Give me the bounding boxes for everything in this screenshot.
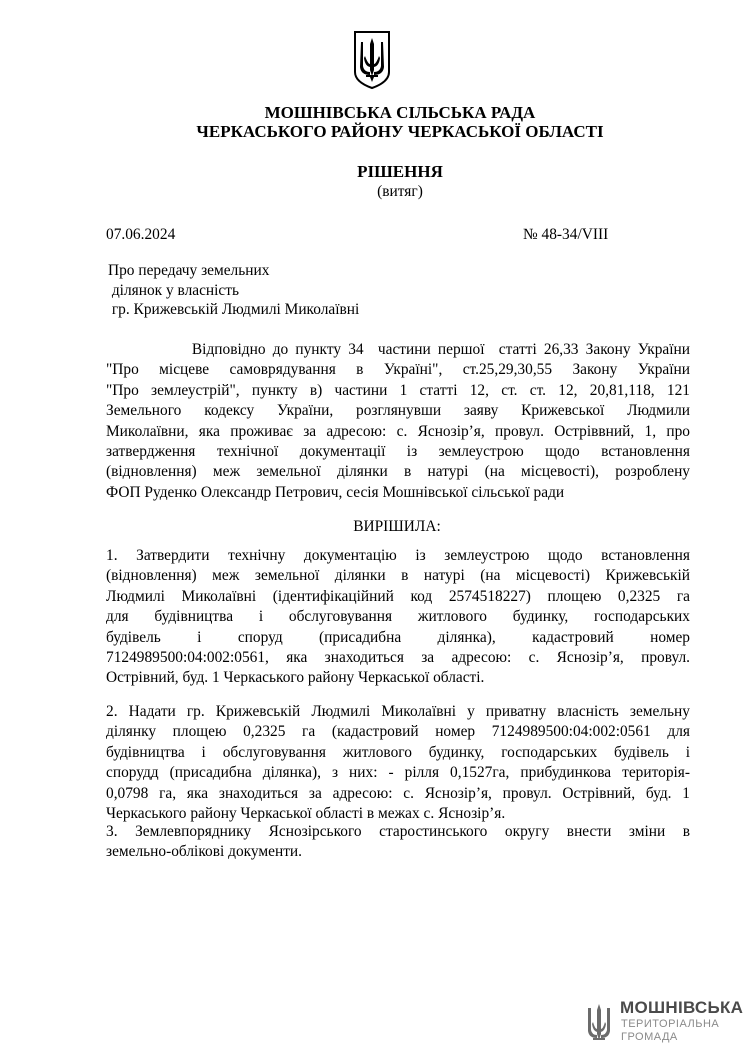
trident-logo-icon [584,1002,614,1044]
preamble-line: ФОП Руденко Олександр Петрович, сесія Мошнівської сільської ради [106,483,565,501]
item-line: 1. Затвердити технічну документацію із землеустрою щодо встановлення [106,547,690,564]
logo-title: МОШНІВСЬКА [620,998,744,1017]
preamble-line: Миколаївни, яка проживає за адресою: с. Яснозір’я, провул. Остріввний, 1, про [106,422,690,440]
resolution-item-3 [106,822,690,863]
resolution-item-2 [106,702,690,824]
subject-line: Про передачу земельних [108,262,270,279]
subject-line: ділянок у власність [108,281,240,299]
document-type: РІШЕННЯ [357,162,443,181]
document-subtype: (витяг) [377,183,423,200]
item-line: Черкаського району Черкаської області в межах с. Яснозір’я. [106,804,506,822]
item-line: Острівний, буд. 1 Черкаського району Черкаської області. [106,669,485,687]
item-line: земельно-облікові документи. [106,843,303,861]
preamble-line: (відновлення) меж земельної ділянки в натурі (на місцевості), розроблену [106,463,690,481]
preamble-line: Відповідно до пункту 34 частини першої статті 26,33 Закону України [106,341,690,358]
trident-coat-of-arms-icon [352,30,392,90]
preamble-paragraph [106,340,690,503]
item-line: спорудд (присадибна ділянка), з них: - рілля 0,1527га, прибудинкова територія- [106,764,690,782]
decision-date: 07.06.2024 [106,226,176,243]
decision-number: № 48-34/VIII [523,226,609,243]
council-name: МОШНІВСЬКА СІЛЬСЬКА РАДА [264,103,536,122]
preamble-line: Земельного кодексу України, розглянувши заяву Крижевської Людмили [106,402,690,420]
council-district: ЧЕРКАСЬКОГО РАЙОНУ ЧЕРКАСЬКОЇ ОБЛАСТІ [196,122,604,141]
item-line: 0,0798 га, яка знаходиться за адресою: с. Яснозір’я, провул. Острівний, буд. 1 [106,784,690,802]
item-line: 7124989500:04:002:0561, яка знаходиться за адресою: с. Яснозір’я, провул. [106,648,690,666]
item-line: Людмилі Миколаївні (ідентифікаційний код 2574518227) площею 0,2325 га [106,587,690,605]
item-line: будівництва і обслуговування житлового будинку, господарських будівель і [106,743,690,761]
resolved-heading: ВИРІШИЛА: [353,518,441,535]
subject-line: гр. Крижевській Людмилі Миколаївні [108,301,360,318]
preamble-line: "Про місцеве самоврядування в Україні", ст.25,29,30,55 Закону України [106,361,690,379]
item-line: ділянку площею 0,2325 га (кадастровий номер 7124989500:04:002:0561 для [106,723,690,741]
decision-subject [108,261,359,320]
item-line: 2. Надати гр. Крижевській Людмилі Миколаївні у приватну власність земельну [106,703,690,720]
logo-subtitle: ГРОМАДА [621,1031,678,1043]
item-line: (відновлення) меж земельної ділянки в натурі (на місцевості) Крижевській [106,567,690,585]
item-line: для будівництва і обслуговування житлового будинку, господарських [106,608,690,626]
item-line: 3. Землевпоряднику Яснозірського старостинського округу внести зміни в [106,823,690,840]
preamble-line: затвердження технічної документації із землеустрою щодо встановлення [106,442,690,460]
community-watermark-logo [580,996,744,1048]
preamble-line: "Про землеустрій", пункту в) частини 1 статті 12, ст. ст. 12, 20,81,118, 121 [106,381,690,399]
resolution-item-1 [106,546,690,689]
logo-subtitle: ТЕРИТОРІАЛЬНА [621,1018,720,1030]
item-line: будівель і споруд (присадибна ділянка), кадастровий номер [106,628,690,646]
